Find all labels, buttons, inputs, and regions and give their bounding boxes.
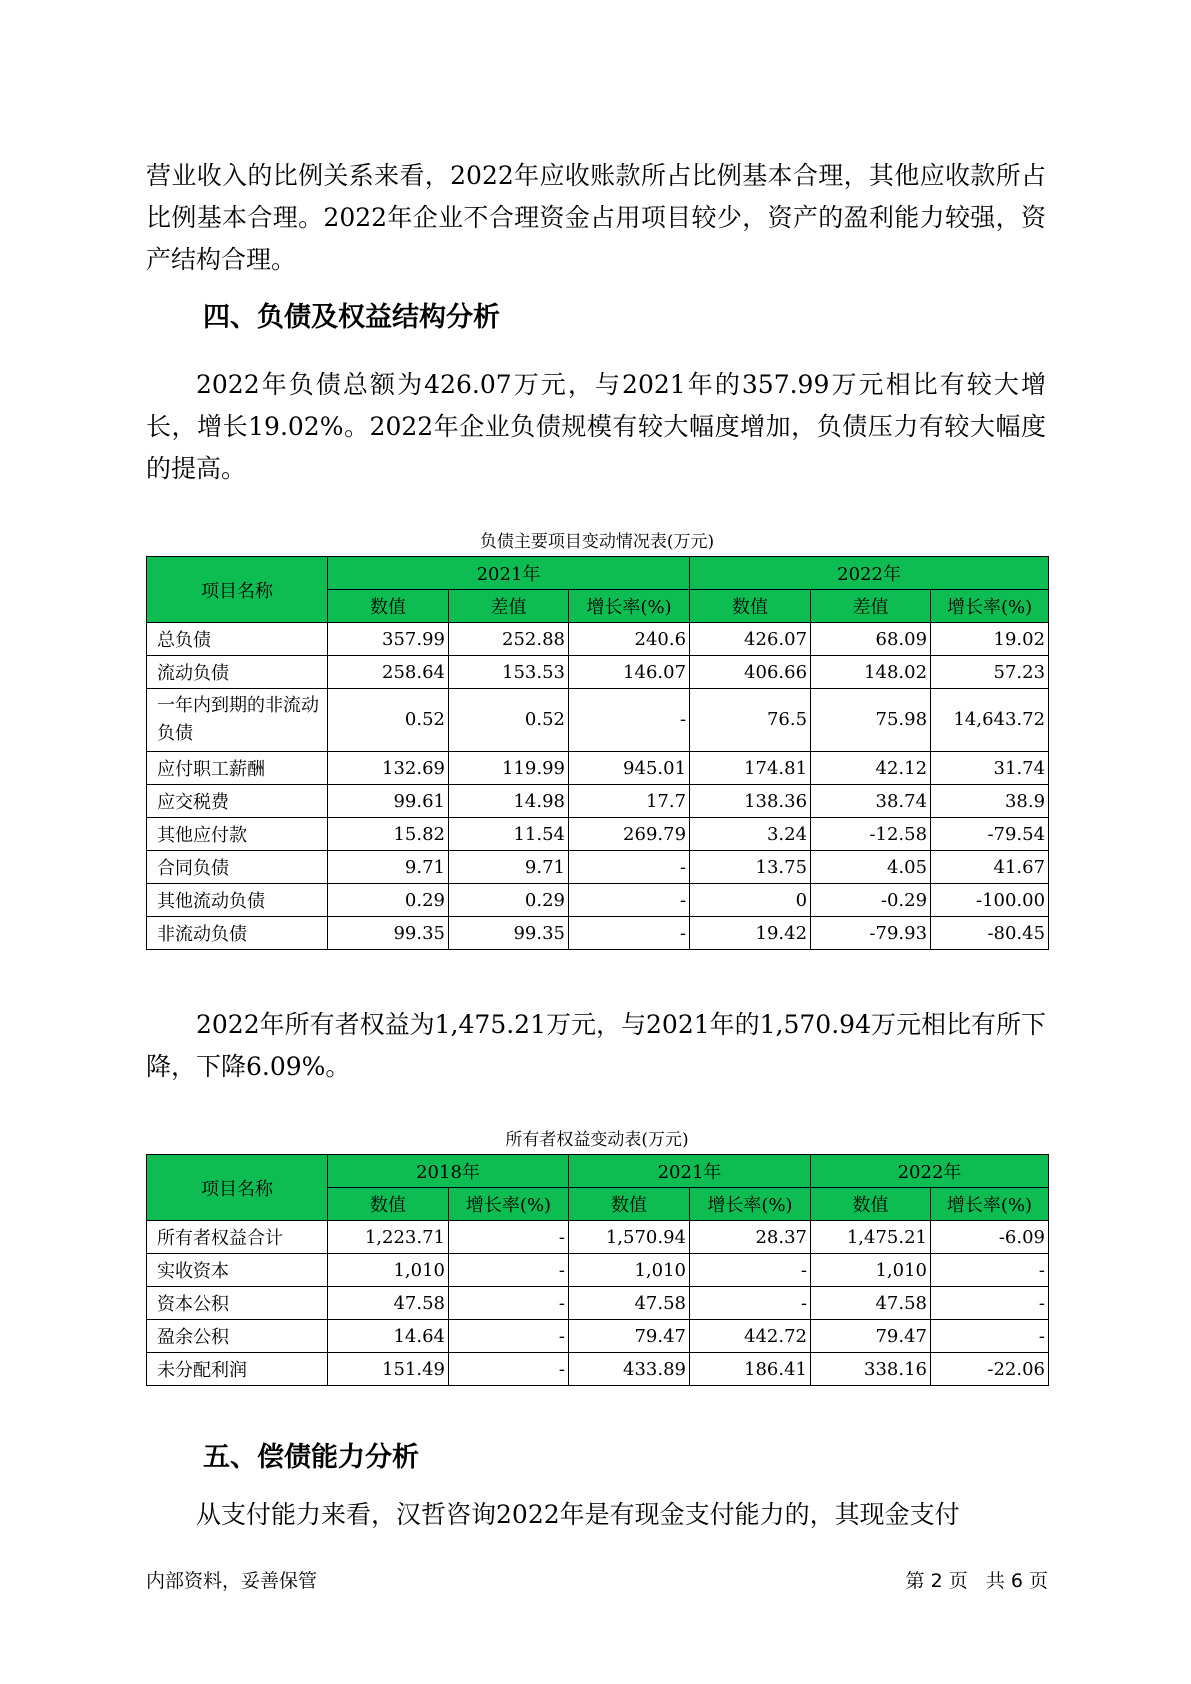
table-cell: -79.54	[931, 818, 1049, 851]
row-label: 盈余公积	[147, 1320, 328, 1353]
col-header-growth: 增长率(%)	[449, 1188, 569, 1221]
table-row	[147, 851, 1049, 884]
table-cell: 252.88	[449, 623, 569, 656]
table-cell: 68.09	[811, 623, 931, 656]
table-cell: 153.53	[449, 656, 569, 689]
table-cell: 132.69	[328, 752, 449, 785]
col-header-value: 数值	[690, 590, 811, 623]
table-row	[147, 1254, 1049, 1287]
table-cell: 19.02	[931, 623, 1049, 656]
table-cell: -	[569, 689, 690, 752]
table-cell: 14.98	[449, 785, 569, 818]
table-cell: 13.75	[690, 851, 811, 884]
table-cell: -	[449, 1287, 569, 1320]
table-row	[147, 1320, 1049, 1353]
paragraph-solvency: 从支付能力来看，汉哲咨询2022年是有现金支付能力的，其现金支付	[196, 1500, 960, 1529]
table-cell: -	[569, 851, 690, 884]
table-cell: 1,010	[569, 1254, 690, 1287]
table-cell: -80.45	[931, 917, 1049, 950]
table-cell: 0.29	[328, 884, 449, 917]
table-cell: 38.74	[811, 785, 931, 818]
table-cell: 0.29	[449, 884, 569, 917]
table-cell: 240.6	[569, 623, 690, 656]
table-cell: 99.35	[328, 917, 449, 950]
row-label: 流动负债	[147, 656, 328, 689]
col-header-value: 数值	[569, 1188, 690, 1221]
table-cell: 4.05	[811, 851, 931, 884]
table-cell: 1,010	[811, 1254, 931, 1287]
row-label: 所有者权益合计	[147, 1221, 328, 1254]
table-cell: 9.71	[449, 851, 569, 884]
footer-confidential-note: 内部资料，妥善保管	[146, 1570, 318, 1592]
table-row	[147, 785, 1049, 818]
table-cell: 119.99	[449, 752, 569, 785]
section-heading-liabilities: 四、负债及权益结构分析	[203, 302, 500, 333]
table-cell: 426.07	[690, 623, 811, 656]
table-cell: 14,643.72	[931, 689, 1049, 752]
table-cell: -	[449, 1320, 569, 1353]
col-header-growth: 增长率(%)	[931, 590, 1049, 623]
liability-table-caption: 负债主要项目变动情况表(万元)	[479, 532, 715, 552]
table-cell: 79.47	[569, 1320, 690, 1353]
table-cell: -	[931, 1254, 1049, 1287]
table-cell: -100.00	[931, 884, 1049, 917]
table-cell: 47.58	[328, 1287, 449, 1320]
col-header-year-2021: 2021年	[569, 1155, 811, 1188]
table-cell: 75.98	[811, 689, 931, 752]
paragraph-equity: 2022年所有者权益为1,475.21万元，与2021年的1,570.94万元相比有所下降，下降6.09%。	[146, 1010, 1046, 1081]
table-row	[147, 1353, 1049, 1386]
col-header-year-2022: 2022年	[690, 557, 1049, 590]
table-cell: -79.93	[811, 917, 931, 950]
table-row	[147, 689, 1049, 752]
row-label: 其他流动负债	[147, 884, 328, 917]
table-cell: 57.23	[931, 656, 1049, 689]
footer-page-number: 第 2 页 共 6 页	[905, 1570, 1048, 1592]
table-row	[147, 1221, 1049, 1254]
table-cell: -	[690, 1254, 811, 1287]
table-cell: 15.82	[328, 818, 449, 851]
table-cell: 17.7	[569, 785, 690, 818]
table-cell: 99.61	[328, 785, 449, 818]
table-cell: 269.79	[569, 818, 690, 851]
row-label: 应付职工薪酬	[147, 752, 328, 785]
table-cell: 41.67	[931, 851, 1049, 884]
row-label: 资本公积	[147, 1287, 328, 1320]
table-cell: 442.72	[690, 1320, 811, 1353]
table-cell: -	[931, 1287, 1049, 1320]
col-header-growth: 增长率(%)	[569, 590, 690, 623]
row-label: 总负债	[147, 623, 328, 656]
col-header-year-2022: 2022年	[811, 1155, 1049, 1188]
table-cell: 146.07	[569, 656, 690, 689]
table-cell: -0.29	[811, 884, 931, 917]
row-label: 应交税费	[147, 785, 328, 818]
col-header-value: 数值	[328, 1188, 449, 1221]
table-cell: 1,570.94	[569, 1221, 690, 1254]
paragraph-liabilities: 2022年负债总额为426.07万元，与2021年的357.99万元相比有较大增长，增长19.02%。2022年企业负债规模有较大幅度增加，负债压力有较大幅度的提高。	[146, 370, 1046, 483]
table-cell: 151.49	[328, 1353, 449, 1386]
table-cell: -	[690, 1287, 811, 1320]
table-cell: 1,223.71	[328, 1221, 449, 1254]
table-cell: 338.16	[811, 1353, 931, 1386]
table-row	[147, 884, 1049, 917]
table-cell: 1,010	[328, 1254, 449, 1287]
col-header-diff: 差值	[811, 590, 931, 623]
col-header-growth: 增长率(%)	[931, 1188, 1049, 1221]
liability-table	[146, 556, 1049, 950]
table-cell: 433.89	[569, 1353, 690, 1386]
col-header-value: 数值	[328, 590, 449, 623]
row-label: 合同负债	[147, 851, 328, 884]
table-cell: 1,475.21	[811, 1221, 931, 1254]
row-label: 实收资本	[147, 1254, 328, 1287]
table-cell: 11.54	[449, 818, 569, 851]
table-cell: 9.71	[328, 851, 449, 884]
table-cell: 76.5	[690, 689, 811, 752]
col-header-growth: 增长率(%)	[690, 1188, 811, 1221]
table-cell: 258.64	[328, 656, 449, 689]
table-cell: 357.99	[328, 623, 449, 656]
table-cell: 79.47	[811, 1320, 931, 1353]
section-heading-solvency: 五、偿债能力分析	[203, 1442, 419, 1473]
table-cell: 148.02	[811, 656, 931, 689]
table-row	[147, 1287, 1049, 1320]
table-cell: -	[449, 1254, 569, 1287]
table-cell: -	[569, 917, 690, 950]
table-cell: 186.41	[690, 1353, 811, 1386]
table-row	[147, 656, 1049, 689]
table-cell: -6.09	[931, 1221, 1049, 1254]
table-cell: 47.58	[569, 1287, 690, 1320]
table-row	[147, 818, 1049, 851]
table-cell: 38.9	[931, 785, 1049, 818]
table-cell: 3.24	[690, 818, 811, 851]
table-cell: 0.52	[449, 689, 569, 752]
table-row	[147, 752, 1049, 785]
row-label: 一年内到期的非流动负债	[147, 689, 328, 752]
table-cell: 28.37	[690, 1221, 811, 1254]
table-row	[147, 623, 1049, 656]
equity-table-caption: 所有者权益变动表(万元)	[505, 1130, 689, 1150]
col-header-item-name: 项目名称	[147, 1155, 328, 1221]
equity-table	[146, 1154, 1049, 1386]
col-header-year-2018: 2018年	[328, 1155, 569, 1188]
table-cell: 42.12	[811, 752, 931, 785]
table-cell: 19.42	[690, 917, 811, 950]
table-cell: 14.64	[328, 1320, 449, 1353]
table-cell: 31.74	[931, 752, 1049, 785]
paragraph-receivables: 营业收入的比例关系来看，2022年应收账款所占比例基本合理，其他应收款所占比例基本合理。2022年企业不合理资金占用项目较少，资产的盈利能力较强，资产结构合理。	[146, 161, 1046, 274]
col-header-year-2021: 2021年	[328, 557, 690, 590]
col-header-item-name: 项目名称	[147, 557, 328, 623]
table-row	[147, 917, 1049, 950]
table-cell: 174.81	[690, 752, 811, 785]
row-label: 其他应付款	[147, 818, 328, 851]
table-cell: -	[569, 884, 690, 917]
table-cell: 0.52	[328, 689, 449, 752]
table-cell: 0	[690, 884, 811, 917]
table-cell: -	[931, 1320, 1049, 1353]
col-header-value: 数值	[811, 1188, 931, 1221]
col-header-diff: 差值	[449, 590, 569, 623]
table-cell: -12.58	[811, 818, 931, 851]
table-cell: -	[449, 1353, 569, 1386]
row-label: 未分配利润	[147, 1353, 328, 1386]
table-cell: -22.06	[931, 1353, 1049, 1386]
table-cell: 47.58	[811, 1287, 931, 1320]
table-cell: -	[449, 1221, 569, 1254]
table-cell: 945.01	[569, 752, 690, 785]
table-cell: 138.36	[690, 785, 811, 818]
table-cell: 99.35	[449, 917, 569, 950]
row-label: 非流动负债	[147, 917, 328, 950]
table-cell: 406.66	[690, 656, 811, 689]
